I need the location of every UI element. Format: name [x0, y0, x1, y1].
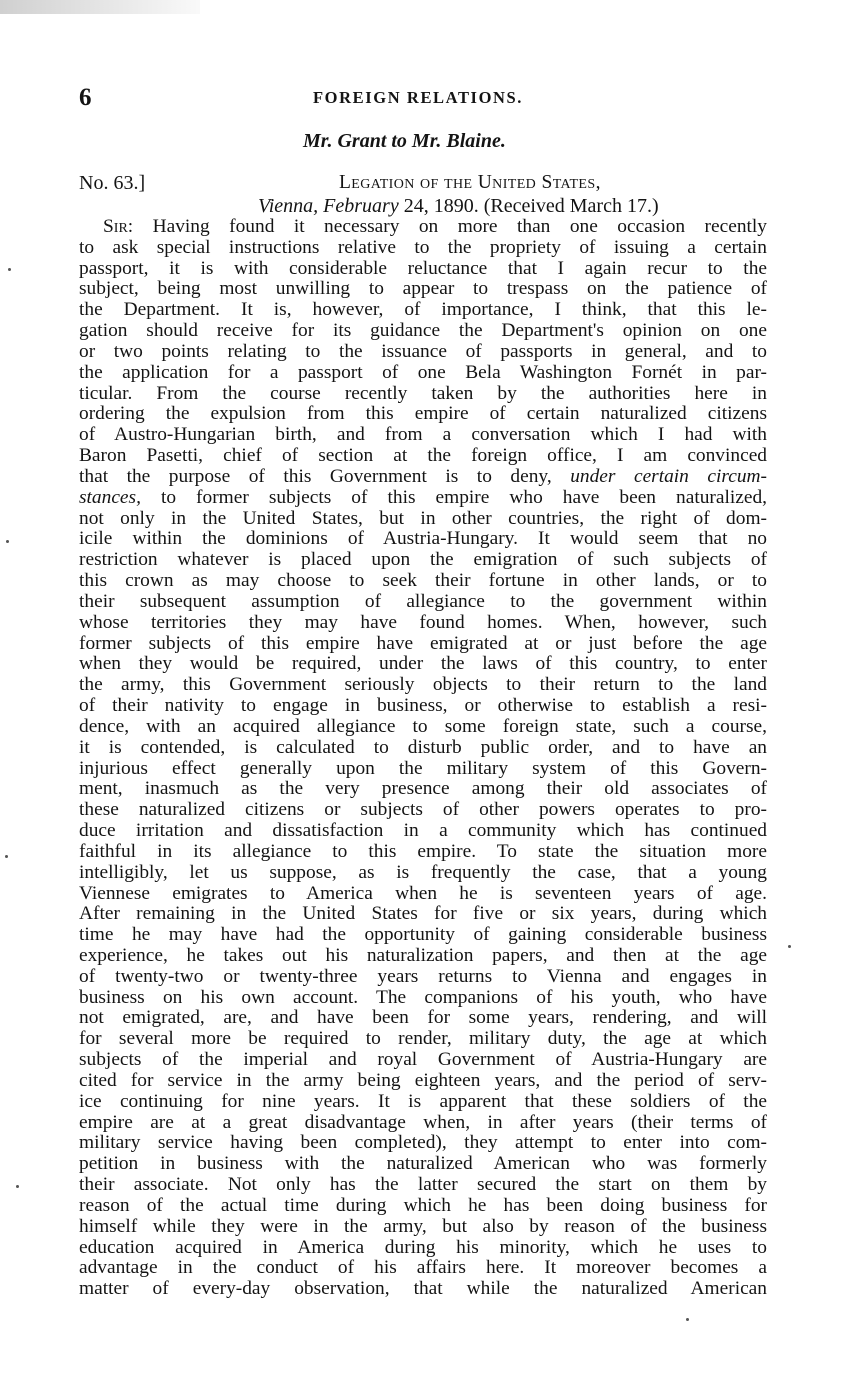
body-line: their associate. Not only has the latter secured the start on them by: [79, 1175, 767, 1196]
body-line: Viennese emigrates to America when he is seventeen years of age.: [79, 883, 767, 904]
body-line: restriction whatever is placed upon the emigration of such subjects of: [79, 550, 767, 571]
body-line: passport, it is with considerable reluctance that I again recur to the: [79, 258, 767, 279]
body-line: business on his own account. The companions of his youth, who have: [79, 987, 767, 1008]
body-line: military service having been completed), they attempt to enter into com-: [79, 1133, 767, 1154]
running-head: FOREIGN RELATIONS.: [313, 88, 524, 107]
dateline-place-date: Vienna, February: [258, 195, 399, 217]
scan-speck: [788, 945, 791, 948]
body-line: ice continuing for nine years. It is apparent that these soldiers of the: [79, 1091, 767, 1112]
body-line: subjects of the imperial and royal Government of Austria-Hungary are: [79, 1050, 767, 1071]
document-number: No. 63.]: [79, 172, 146, 194]
body-line: himself while they were in the army, but also by reason of the business: [79, 1216, 767, 1237]
body-line: ordering the expulsion from this empire of certain naturalized citizens: [79, 404, 767, 425]
body-line: Sir: Having found it necessary on more than one occasion recently: [79, 217, 767, 238]
body-line: After remaining in the United States for five or six years, during which: [79, 904, 767, 925]
body-line: it is contended, is calculated to disturb public order, and to have an: [79, 737, 767, 758]
body-line: the army, this Government seriously objects to their return to the land: [79, 675, 767, 696]
body-line: advantage in the conduct of his affairs here. It moreover becomes a: [79, 1258, 767, 1279]
body-line: ment, inasmuch as the very presence among their old associates of: [79, 779, 767, 800]
body-line: stances, to former subjects of this empire who have been naturalized,: [79, 487, 767, 508]
body-line: these naturalized citizens or subjects of other powers operates to pro-: [79, 800, 767, 821]
dateline-received: 24, 1890. (Received March 17.): [398, 195, 659, 217]
body-line: the Department. It is, however, of importance, I think, that this le-: [79, 300, 767, 321]
body-line: dence, with an acquired allegiance to some foreign state, such a course,: [79, 716, 767, 737]
body-line: for several more be required to render, military duty, the age at which: [79, 1029, 767, 1050]
letter-title: Mr. Grant to Mr. Blaine.: [303, 130, 506, 152]
salutation: Sir:: [103, 217, 134, 237]
scan-speck: [6, 540, 9, 543]
body-line: empire are at a great disadvantage when, in after years (their terms of: [79, 1112, 767, 1133]
body-line: of Austro-Hungarian birth, and from a conversation which I had with: [79, 425, 767, 446]
body-line: faithful in its allegiance to this empire. To state the situation more: [79, 841, 767, 862]
body-line: injurious effect generally upon the military system of this Govern-: [79, 758, 767, 779]
body-line: this crown as may choose to seek their fortune in other lands, or to: [79, 571, 767, 592]
body-line: intelligibly, let us suppose, as is frequently the case, that a young: [79, 862, 767, 883]
body-line: subject, being most unwilling to appear to trespass on the patience of: [79, 279, 767, 300]
letter-body: [79, 217, 767, 1300]
dateline: [258, 195, 659, 218]
body-line: time he may have had the opportunity of gaining considerable business: [79, 925, 767, 946]
body-line: not only in the United States, but in other countries, the right of dom-: [79, 508, 767, 529]
body-line: or two points relating to the issuance of passports in general, and to: [79, 341, 767, 362]
body-line: experience, he takes out his naturalization papers, and then at the age: [79, 945, 767, 966]
scan-speck: [686, 1318, 689, 1321]
body-line: whose territories they may have found homes. When, however, such: [79, 612, 767, 633]
body-line: gation should receive for its guidance the Department's opinion on one: [79, 321, 767, 342]
page-number: 6: [79, 84, 92, 111]
body-line: of their nativity to engage in business, or otherwise to establish a resi-: [79, 696, 767, 717]
body-line: their subsequent assumption of allegiance to the government within: [79, 591, 767, 612]
body-line: when they would be required, under the laws of this country, to enter: [79, 654, 767, 675]
body-line: education acquired in America during his minority, which he uses to: [79, 1237, 767, 1258]
body-line: to ask special instructions relative to the propriety of issuing a certain: [79, 237, 767, 258]
body-line: matter of every-day observation, that while the naturalized American: [79, 1279, 767, 1300]
body-line: ticular. From the course recently taken by the authorities here in: [79, 383, 767, 404]
scan-speck: [5, 855, 8, 858]
body-line: reason of the actual time during which he has been doing business for: [79, 1195, 767, 1216]
body-line: that the purpose of this Government is to deny, under certain circum-: [79, 466, 767, 487]
body-line: former subjects of this empire have emigrated at or just before the age: [79, 633, 767, 654]
scan-speck: [16, 1185, 19, 1188]
body-line: the application for a passport of one Bela Washington Fornét in par-: [79, 362, 767, 383]
body-line: Baron Pasetti, chief of section at the foreign office, I am convinced: [79, 446, 767, 467]
body-line: cited for service in the army being eighteen years, and the period of serv-: [79, 1070, 767, 1091]
body-line: of twenty-two or twenty-three years returns to Vienna and engages in: [79, 966, 767, 987]
body-line: petition in business with the naturalized American who was formerly: [79, 1154, 767, 1175]
body-line: duce irritation and dissatisfaction in a community which has continued: [79, 821, 767, 842]
body-line: icile within the dominions of Austria-Hungary. It would seem that no: [79, 529, 767, 550]
scan-edge-mark: [0, 0, 200, 14]
legation-heading: Legation of the United States,: [339, 172, 601, 193]
scan-speck: [8, 268, 11, 271]
body-line: not emigrated, are, and have been for some years, rendering, and will: [79, 1008, 767, 1029]
